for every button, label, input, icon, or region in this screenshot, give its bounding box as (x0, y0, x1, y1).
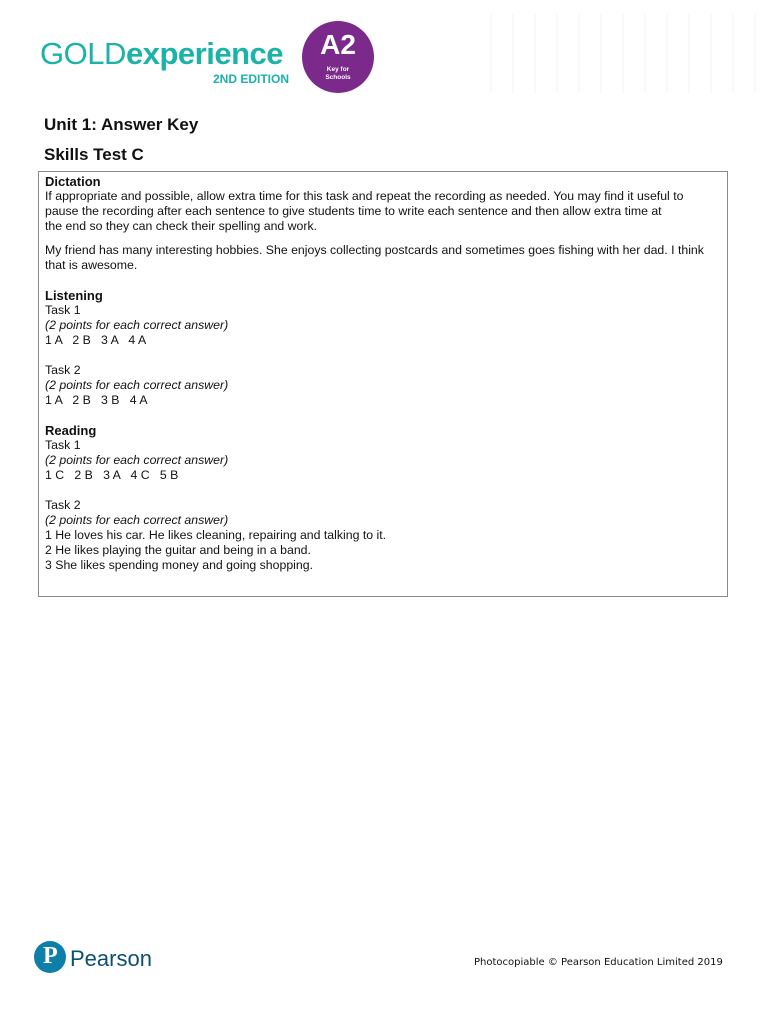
level-badge (302, 21, 374, 93)
reading-task1-points: (2 points for each correct answer) (45, 453, 229, 467)
dictation-text-line-2: that is awesome. (45, 258, 138, 272)
listening-heading: Listening (45, 288, 103, 303)
listening-task1-label: Task 1 (45, 303, 81, 317)
reading-task2-label: Task 2 (45, 498, 81, 512)
pearson-icon: P (34, 941, 66, 973)
reading-task2-line-3: 3 She likes spending money and going shopping. (45, 558, 313, 572)
dictation-heading: Dictation (45, 174, 101, 189)
listening-task1-points: (2 points for each correct answer) (45, 318, 229, 332)
dictation-instruction-line-3: the end so they can check their spelling and work. (45, 219, 318, 233)
reading-task1-answers: 1 C 2 B 3 A 4 C 5 B (45, 468, 179, 482)
logo-experience: experience (126, 36, 283, 71)
copyright-notice: Photocopiable © Pearson Education Limited 2019 (474, 957, 723, 968)
reading-task2-points: (2 points for each correct answer) (45, 513, 229, 527)
unit-title: Unit 1: Answer Key (44, 115, 199, 134)
listening-task1-answers: 1 A 2 B 3 A 4 A (45, 333, 147, 347)
badge-level: A2 (320, 29, 356, 60)
listening-task2-points: (2 points for each correct answer) (45, 378, 229, 392)
reading-heading: Reading (45, 423, 97, 438)
pearson-logo (34, 941, 154, 977)
dictation-instruction-line-2: pause the recording after each sentence to give students time to write each sentence and then allow extra time at (45, 204, 662, 218)
logo-gold: GOLD (40, 36, 126, 71)
pearson-wordmark: Pearson (70, 946, 152, 971)
dictation-text-line-1: My friend has many interesting hobbies. She enjoys collecting postcards and sometimes goes fishing with her dad. I think (45, 243, 704, 257)
badge-sub-line-1: Key for (326, 66, 350, 73)
listening-task2-answers: 1 A 2 B 3 B 4 A (45, 393, 148, 407)
faint-background-marks (470, 14, 760, 94)
reading-task2-line-2: 2 He likes playing the guitar and being in a band. (45, 543, 311, 557)
test-title: Skills Test C (44, 145, 144, 164)
reading-task1-label: Task 1 (45, 438, 81, 452)
badge-sub-line-2: Schools (325, 74, 351, 81)
badge-subtitle (302, 66, 374, 82)
dictation-instruction-line-1: If appropriate and possible, allow extra time for this task and repeat the recording as needed. You may find it useful to (45, 189, 684, 203)
answer-content (45, 174, 725, 573)
listening-task2-label: Task 2 (45, 363, 81, 377)
reading-task2-line-1: 1 He loves his car. He likes cleaning, repairing and talking to it. (45, 528, 387, 542)
logo-edition: 2ND EDITION (213, 72, 290, 86)
